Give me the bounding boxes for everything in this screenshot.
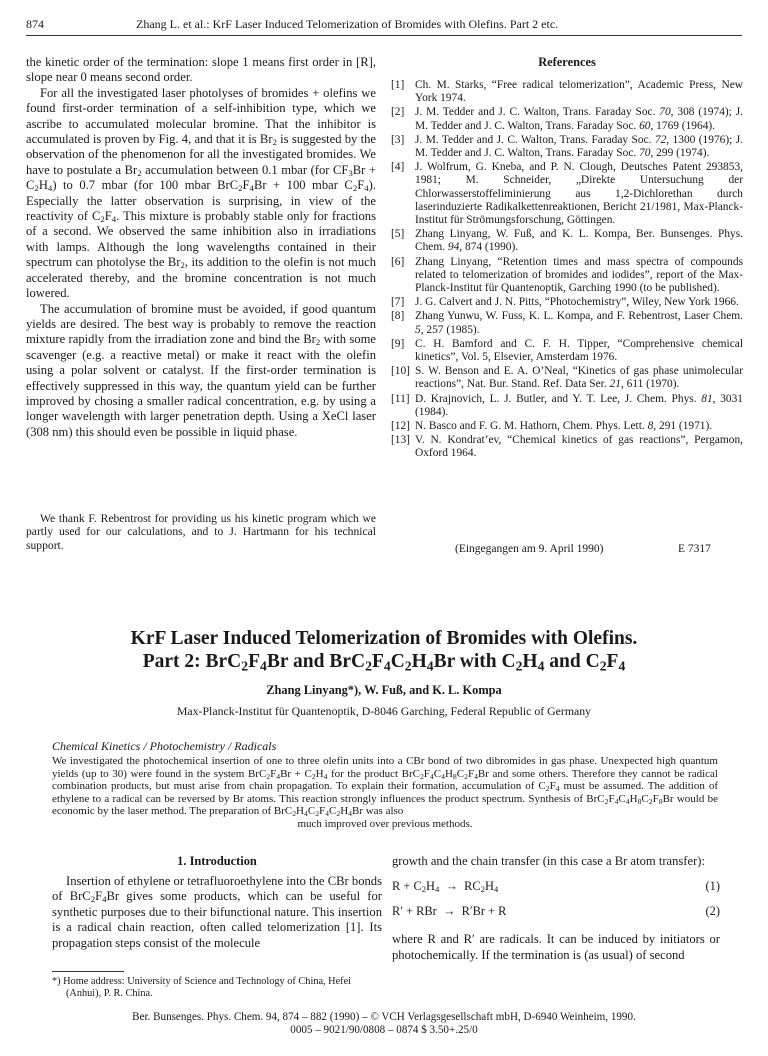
reference-number: [2] — [391, 106, 405, 119]
reference-number: [7] — [391, 296, 405, 309]
reference-item — [391, 161, 743, 227]
citation-footer: Ber. Bunsenges. Phys. Chem. 94, 874 – 882 (1990) – © VCH Verlagsgesellschaft mbH, D-6940 Weinheim, 1990. — [132, 1011, 636, 1023]
right-column-text — [392, 854, 720, 963]
abstract — [52, 755, 718, 831]
reference-number: [6] — [391, 255, 405, 268]
title-line-1: KrF Laser Induced Telomerization of Bromides with Olefins. — [130, 628, 638, 649]
reference-text: D. Krajnovich, L. J. Butler, and Y. T. Lee, J. Chem. Phys. 81, 3031 (1984). — [415, 392, 743, 418]
article-title — [0, 627, 768, 673]
page-number: 874 — [26, 17, 44, 31]
references-section — [391, 55, 743, 462]
title-line-2: Part 2: $BrC_2F_4Br$ and $BrC_2F_4C_2H_4Br$ with $C_2H_4$ and $C_2F_4$ — [142, 651, 626, 674]
reference-text: N. Basco and F. G. M. Hathorn, Chem. Phys. Lett. 8, 291 (1971). — [415, 420, 713, 433]
reference-text: C. H. Bamford and C. F. H. Tipper, “Comprehensive chemical kinetics”, Vol. 5, Elsevier, Amsterdam 1976. — [415, 337, 743, 364]
footnote: *) Home address: University of Science and Technology of China, Hefei (Anhui), P. R. China. — [52, 976, 352, 999]
body-paragraph-3: The accumulation of bromine must be avoided, if good quantum yields are desired. The best way is probably to remove the reaction mixture rapidly from the irradiation zone and bind the $Br_2$ with some scavenger (e.g. a reactive metal) or make it react with the olefin using a polar solvent or catalyst. If the first-order termination is effectively suppressed in this way, the quantum yield can be further improved by chosing a smaller radical concentration, e.g. by using a longer wavelength with larger penetration depth. Using a XeCl laser (308 nm) this should even be possible in liquid phase. — [26, 301, 376, 439]
reference-number: [11] — [391, 392, 410, 405]
issn-footer: 0005 – 9021/90/0808 – 0874 $ 3.50+.25/0 — [290, 1024, 478, 1036]
reference-item — [391, 393, 743, 419]
reference-number: [10] — [391, 365, 410, 378]
reference-item — [391, 256, 743, 296]
affiliation: Max-Planck-Institut für Quantenoptik, D-8046 Garching, Federal Republic of Germany — [176, 704, 592, 718]
reference-item — [391, 134, 743, 160]
reference-number: [13] — [391, 434, 410, 447]
authors: Zhang Linyang*), W. Fuß, and K. L. Kompa — [266, 683, 502, 697]
reference-number: [12] — [391, 420, 410, 433]
equation-2-number: (2) — [705, 904, 720, 919]
reference-item — [391, 365, 743, 391]
reference-number: [5] — [391, 228, 405, 241]
footnote-rule — [52, 971, 124, 972]
reference-item — [391, 296, 743, 309]
equation-2 — [392, 904, 720, 920]
reference-item — [391, 79, 743, 105]
reference-text: S. W. Benson and E. A. O’Neal, “Kinetics of gas phase unimolecular reactions”, Nat. Bur. Stand. Ref. Data Ser. 21, 611 (1970). — [415, 365, 743, 391]
reference-text: J. G. Calvert and J. N. Pitts, “Photochemistry”, Wiley, New York 1966. — [415, 296, 739, 309]
reference-item — [391, 310, 743, 336]
running-head: Zhang L. et al.: KrF Laser Induced Telomerization of Bromides with Olefins. Part 2 etc. — [136, 17, 559, 31]
references-list — [391, 79, 743, 461]
body-paragraph-2: For all the investigated laser photolyses of bromides + olefins we found first-order termination of a self-inhibition type, which we ascribe to accumulated molecular bromine. That the inhibitor is accumulated is proven by Fig. 4, and that it is $Br_2$ is suggested by the observation of the phenomenon for all the investigated bromides. We have to postulate a $Br_2$ accumulation between 0.1 mbar (for $CF_3Br + C_2H_4$) to 0.7 mbar (for 100 mbar $BrC_2F_4Br + 100$ mbar $C_2F_4$). Especially the latter observation is surprising, in view of the reactivity of $C_2F_4$. This mixture is probably stable only for fractions of a second. We observed the same inhibition also in irradiations with lamps. Although the long wavelengths contained in their spectrum can photolyse the $Br_2$, its addition to the olefin is not much accelerated thereby, and the bromine concentration is not much lowered. — [26, 85, 377, 301]
reference-number: [3] — [391, 133, 405, 146]
reference-text: Zhang Yunwu, W. Fuss, K. L. Kompa, and F. Rebentrost, Laser Chem. 5, 257 (1985). — [415, 310, 743, 336]
received-date: (Eingegangen am 9. April 1990) — [455, 543, 604, 555]
reference-text: V. N. Kondrat’ev, “Chemical kinetics of gas reactions”, Pergamon, Oxford 1964. — [415, 434, 743, 460]
reference-text: Zhang Linyang, W. Fuß, and K. L. Kompa, Ber. Bunsenges. Phys. Chem. 94, 874 (1990). — [415, 228, 743, 254]
reference-text: Ch. M. Starks, “Free radical telomerization”, Academic Press, New York 1974. — [415, 79, 743, 105]
reference-text: Zhang Linyang, “Retention times and mass spectra of compounds related to telomerization of bromides and iodides”, report of the Max-Planck-Institut für Quantenoptik, Garching 1990 (to be published). — [415, 255, 743, 295]
introduction-paragraph: Insertion of ethylene or tetrafluoroethylene into the CBr bonds of $BrC_2F_4Br$ gives some products, which can be useful for synthetic purposes due to their bifunctional nature. This insertion is a radical chain reaction, often called telomerization [1]. Its propagation steps consist of the molecule — [52, 874, 382, 950]
article-code: E 7317 — [678, 543, 711, 555]
equation-1 — [392, 879, 720, 895]
reference-number: [9] — [391, 337, 405, 350]
reference-text: J. M. Tedder and J. C. Walton, Trans. Faraday Soc. 70, 308 (1974); J. M. Tedder and J. C. Walton, Trans. Faraday Soc. 60, 1769 (1964). — [415, 106, 743, 132]
reference-number: [4] — [391, 161, 405, 174]
reference-number: [8] — [391, 310, 405, 323]
equation-1-expression: $R + C_2H_4 \to RC_2H_4$ — [392, 879, 499, 895]
abstract-text: We investigated the photochemical insertion of one to three olefin units into a CBr bond of two dibromides in gas phase. Unexpected high quantum yields (up to 30) were found in the system $BrC_2F_4Br + C_2H_4$ for the product $BrC_2F_4C_4H_8C_2F_4Br$ and some others. Therefore they cannot be radical combination products, but must arise from chain propagation. To explain their formation, accumulation of $C_2F_4$ must be assumed. The addition of ethylene to a radical can be reversed by Br atoms. This reaction strongly influences the product spectrum. Synthesis of $BrC_2F_4C_4H_8C_2F_8Br$ would be economic by the laser method. The preparation of $BrC_2H_4C_2F_4C_2H_4Br$ was also — [52, 755, 718, 819]
reference-item — [391, 106, 743, 132]
reference-item — [391, 420, 743, 433]
keywords: Chemical Kinetics / Photochemistry / Radicals — [52, 739, 277, 753]
acknowledgement: We thank F. Rebentrost for providing us his kinetic program which we partly used for our calculations, and to J. Hartmann for his technical support. — [26, 512, 376, 552]
reference-item — [391, 434, 743, 460]
reference-number: [1] — [391, 79, 405, 91]
radicals-text: where R and R′ are radicals. It can be induced by initiators or photochemically. If the termination is (as usual) of second — [392, 932, 720, 962]
equation-1-number: (1) — [705, 879, 720, 894]
reference-text: J. Wolfrum, G. Kneba, and P. N. Clough, Deutsches Patent 293853, 1981; M. Schneider, „Direkte Untersuchung der Chlorwasserstoffeliminierung aus 1,2-Dichlorethan durch laserinduzierte Radikalkettenreaktionen, Bericht 21/1981, Max-Planck-Institut für Strömungsforschung, Göttingen. — [415, 161, 743, 227]
introduction-text — [52, 874, 382, 951]
equation-2-expression: R′ + RBr → R′Br + R — [392, 904, 507, 919]
header-rule — [26, 35, 742, 36]
introduction-heading: 1. Introduction — [177, 854, 257, 868]
abstract-last-line: much improved over previous methods. — [297, 817, 473, 830]
reference-text: J. M. Tedder and J. C. Walton, Trans. Faraday Soc. 72, 1300 (1976); J. M. Tedder and J. C. Walton, Trans. Faraday Soc. 70, 299 (1974). — [415, 133, 743, 160]
body-paragraph-1: the kinetic order of the termination: slope 1 means first order in [R], slope near 0 means second order. — [26, 55, 376, 85]
chain-transfer-text: growth and the chain transfer (in this case a Br atom transfer): — [392, 854, 705, 868]
reference-item — [391, 338, 743, 364]
reference-item — [391, 228, 743, 254]
left-column-text — [26, 55, 376, 440]
references-heading: References — [538, 55, 596, 69]
